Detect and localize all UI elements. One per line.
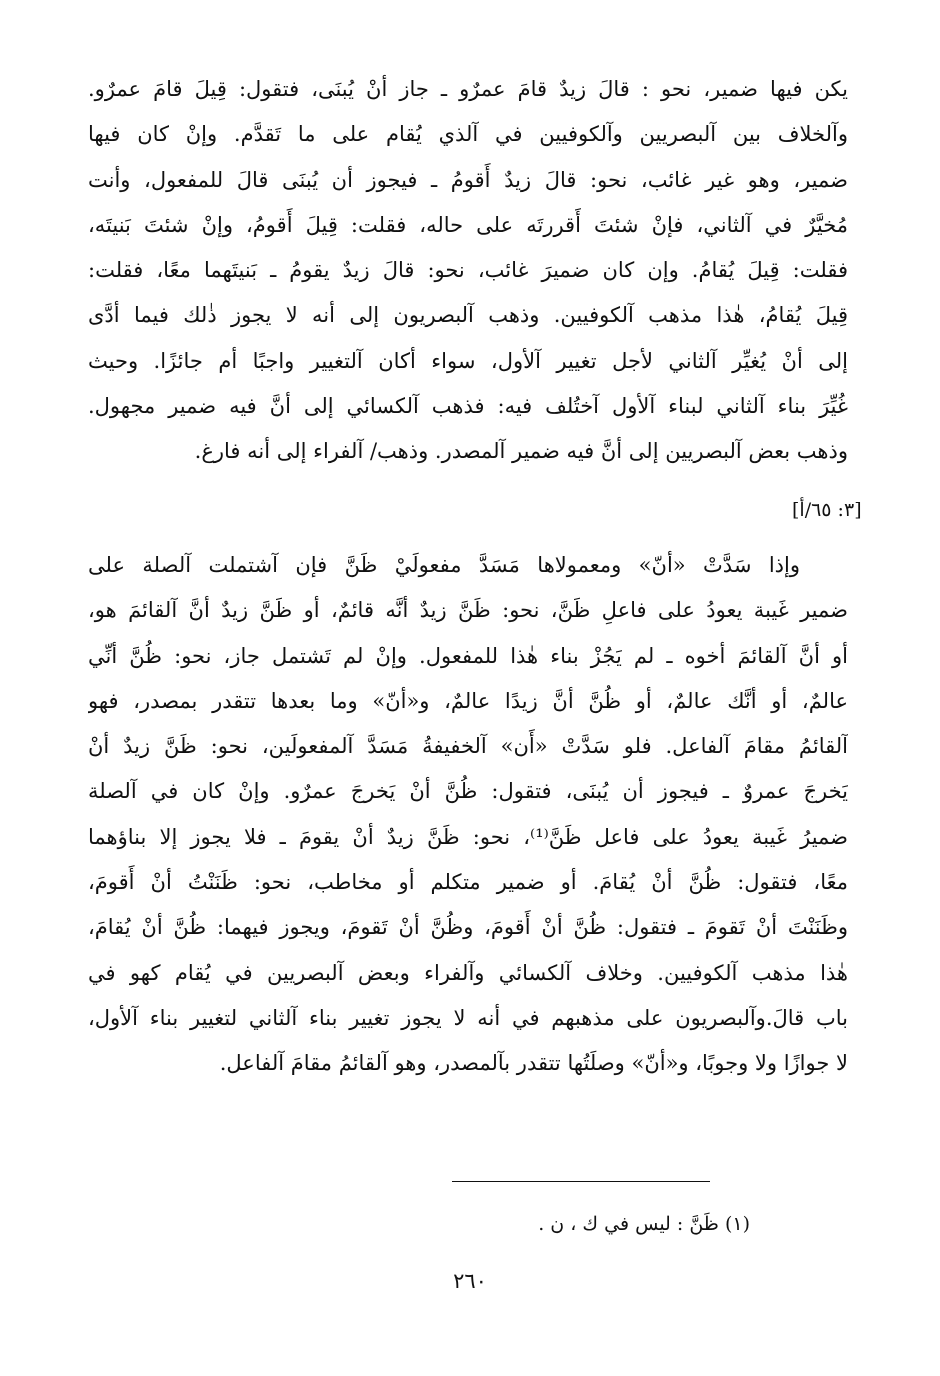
- text-line: باب قالَ.وآلبصريون على مذهبهم في أنه لا يجوز تغيير بناء آلثاني لتغيير بناء آلأول،: [88, 1005, 848, 1030]
- text-line: معًا، فتقول: ظُنَّ أنْ يُقامَ. أو ضمير متكلم أو مخاطب، نحو: ظَنَنْتُ أنْ أَقومَ،: [88, 870, 848, 895]
- text-line: آلقائمُ مقامَ آلفاعل. فلو سَدَّتْ «أَن» آلخفيفةُ مَسَدَّ آلمفعولَين، نحو: ظَنَّ زيدٌ أنْ: [88, 734, 848, 759]
- text-line: أو أنَّ آلقائمَ أخوه ـ لم يَجُزْ بناء هٰذا للمفعول. وإنْ لم تَشتمل جاز، نحو: ظُنَّ أنِّي: [88, 643, 848, 668]
- footnote: (١) ظَنَّ : ليس في ك ، ن .: [538, 1213, 750, 1235]
- text-line: ضمير غَيبة يعودُ على فاعلِ ظَنَّ، نحو: ظَنَّ زيدٌ أنَّه قائمٌ، أو ظَنَّ زيدٌ أنَّ آلقائمَ هو،: [88, 598, 848, 623]
- text-line: ضميرُ غَيبة يعودُ على فاعل ظَنَّ⁽¹⁾، نحو: ظَنَّ زيدٌ أنْ يقومَ ـ فلا يجوز إلا بناؤهما: [88, 824, 848, 849]
- text-line: قِيلَ يُقامُ، هٰذا مذهب آلكوفيين. وذهب آلبصريون إلى أنه لا يجوز ذٰلك فيما أدَّى: [88, 303, 848, 328]
- footnote-divider: [452, 1181, 710, 1182]
- paragraph-2: [88, 543, 848, 1087]
- text-line: لا جوازًا ولا وجوبًا، و«أنّ» وصلَتُها تتقدر بآلمصدر، وهو آلقائمُ مقامَ آلفاعل.: [219, 1051, 848, 1076]
- text-line: وإذا سَدَّتْ «أنّ» ومعمولاها مَسَدَّ مفعولَيْ ظَنَّ فإن آشتملت آلصلة على: [88, 553, 800, 577]
- text-line: وذهب بعض آلبصريين إلى أنَّ فيه ضمير آلمصدر. وذهب/ آلفراء إلى أنه فارغ.: [194, 439, 848, 464]
- text-line: فقلت: قِيلَ يُقامُ. وإن كان ضميرَ غائب، نحو: قالَ زيدٌ يقومُ ـ بَنيتَهما معًا، فقلت:: [88, 258, 848, 283]
- text-line: يَخرجَ عمروٌ ـ فيجوز أن يُبنَى، فتقول: ظُنَّ أنْ يَخرجَ عمرٌو. وإنْ كان في آلصلة: [88, 779, 848, 804]
- text-line: عالمٌ، أو أنَّك عالمٌ، أو ظُنَّ أنَّ زيدًا عالمٌ، و«أنّ» وما بعدها تتقدر بمصدر، فهو: [88, 688, 848, 713]
- paragraph-1: [88, 67, 848, 475]
- text-line: غُيِّرَ بناء آلثاني لبناء آلأول آختُلف فيه: فذهب آلكسائي إلى أنَّ فيه ضمير مجهول.: [88, 394, 848, 419]
- text-line: يكن فيها ضمير، نحو : قالَ زيدٌ قامَ عمرٌو ـ جاز أنْ يُبنَى، فتقول: قِيلَ قامَ عمرٌو.: [88, 77, 848, 101]
- text-line: ضمير، وهو غير غائب، نحو: قالَ زيدٌ أَقومُ ـ فيجوز أن يُبنَى قالَ للمفعول، وأنت: [88, 167, 848, 192]
- margin-manuscript-reference: [٣: ٦٥/أ]: [792, 499, 862, 521]
- text-line: مُخيَّرٌ في آلثاني، فإنْ شئتَ أَقررتَه على حاله، فقلت: قِيلَ أَقومُ، وإنْ شئتَ بَنيتَه،: [88, 212, 848, 237]
- text-line: إلى أنْ يُغيِّر آلثاني لأجل تغيير آلأول، سواء أكان آلتغيير واجبًا أم جائزًا. وحيث: [88, 348, 848, 373]
- text-line: هٰذا مذهب آلكوفيين. وخلاف آلكسائي وآلفراء وبعض آلبصريين في يُقام كهو في: [88, 960, 848, 985]
- text-line: وظَنَنْتَ أنْ تَقومَ ـ فتقول: ظُنَّ أنْ أَقومَ، وظُنَّ أنْ تَقومَ، ويجوز فيهما: ظُنَّ أنْ يُقامَ،: [88, 915, 848, 940]
- page-number: ٢٦٠: [453, 1269, 487, 1293]
- text-line: وآلخلاف بين آلبصريين وآلكوفيين في آلذي يُقام على ما تَقدَّم. وإنْ كان فيها: [88, 122, 848, 147]
